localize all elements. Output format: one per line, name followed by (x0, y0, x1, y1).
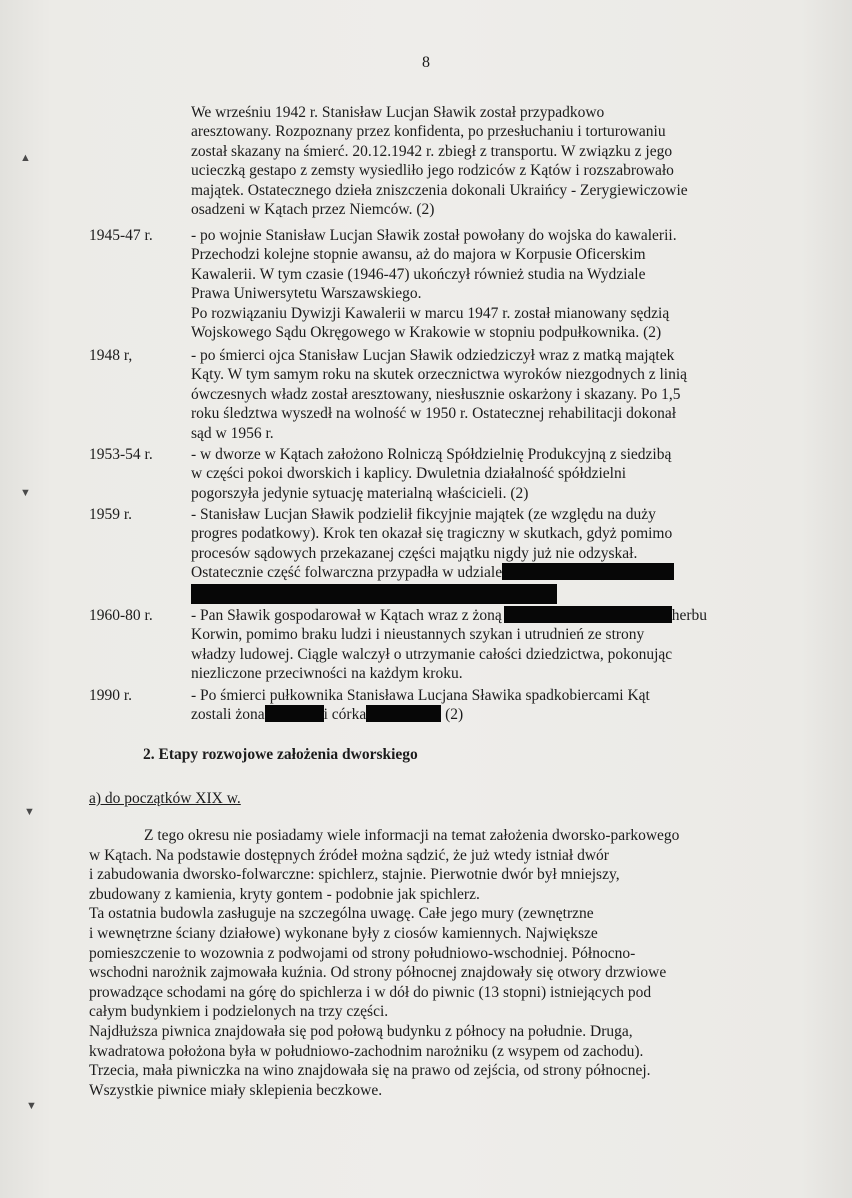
scan-mark: ▼ (20, 487, 31, 499)
section-heading: 2. Etapy rozwojowe założenia dworskiego (143, 746, 418, 763)
timeline-date: 1945-47 r. (89, 227, 153, 244)
text-line: całym budynkiem i podzielonych na trzy części. (89, 1003, 389, 1021)
text-line: pomieszczenie to wozownia z podwojami od strony południowo-wschodniej. Północno- (89, 944, 636, 962)
text-line: Wojskowego Sądu Okręgowego w Krakowie w stopniu podpułkownika. (2) (191, 324, 662, 342)
text-line: sąd w 1956 r. (191, 424, 274, 442)
redaction-bar (502, 563, 674, 580)
timeline-entry-text (191, 346, 751, 443)
redaction-bar (191, 584, 557, 604)
body-paragraph (89, 826, 759, 1100)
text-line: - po śmierci ojca Stanisław Lucjan Sławik odziedziczył wraz z matką majątek (191, 347, 675, 364)
timeline-date: 1960-80 r. (89, 607, 153, 624)
scan-mark: ▲ (20, 152, 31, 164)
redaction-bar (366, 705, 441, 722)
text-line: - po wojnie Stanisław Lucjan Sławik został powołany do wojska do kawalerii. (191, 227, 677, 244)
text-fragment: - Pan Sławik gospodarował w Kątach wraz z żoną (191, 607, 502, 624)
text-fragment: zostali żona (191, 706, 265, 724)
text-fragment: i córka (323, 706, 367, 724)
text-line: Korwin, pomimo braku ludzi i nieustannych szykan i utrudnień ze strony (191, 626, 645, 644)
text-line (191, 705, 751, 724)
text-line: wschodni narożnik zajmowała kuźnia. Od strony północnej znajdowały się otwory drzwiowe (89, 964, 667, 982)
timeline-date: 1948 r, (89, 347, 133, 364)
redaction-bar (504, 606, 672, 623)
timeline-date: 1959 r. (89, 506, 133, 523)
timeline-entry-text (191, 686, 751, 725)
text-line: prowadzące schodami na górę do spichlerza i w dół do piwnic (13 stopni) istniejących pod (89, 983, 652, 1001)
text-line: i wewnętrzne ściany działowe) wykonane były z ciosów kamiennych. Największe (89, 924, 598, 942)
text-line: Wszystkie piwnice miały sklepienia beczkowe. (89, 1081, 383, 1099)
text-fragment: herbu (671, 607, 708, 624)
text-fragment: Ostatecznie część folwarczna przypadła w udziale (191, 564, 503, 582)
text-line: Kąty. W tym samym roku na skutek orzecznictwa wyroków niezgodnych z linią (191, 366, 688, 384)
text-line: i zabudowania dworsko-folwarczne: spichlerz, stajnie. Pierwotnie dwór był mniejszy, (89, 866, 620, 884)
text-line: procesów sądowych przekazanej części majątku nigdy już nie odzyskał. (191, 544, 638, 562)
text-line: władzy ludowej. Ciągle walczył o utrzymanie całości dziedzictwa, pokonując (191, 645, 673, 663)
scan-mark: ▼ (26, 1100, 37, 1112)
text-line: We wrześniu 1942 r. Stanisław Lucjan Sławik został przypadkowo (191, 104, 605, 121)
text-line: ucieczką gestapo z zemsty wysiedliło jego rodziców z Kątów i rozszabrowało (191, 162, 674, 180)
timeline-entry-text (191, 606, 751, 684)
text-line: Przechodzi kolejne stopnie awansu, aż do majora w Korpusie Oficerskim (191, 246, 646, 264)
text-line: kwadratowa położona była w południowo-zachodnim narożniku (z wsypem od zachodu). (89, 1042, 644, 1060)
text-line: Ta ostatnia budowla zasługuje na szczególna uwagę. Całe jego mury (zewnętrzne (89, 905, 594, 923)
page-number: 8 (422, 54, 430, 71)
timeline-date: 1990 r. (89, 687, 133, 704)
timeline-date: 1953-54 r. (89, 446, 153, 463)
text-line: roku śledztwa wyszedł na wolność w 1950 r. Ostatecznej rehabilitacji dokonał (191, 405, 677, 423)
text-line: zbudowany z kamienia, kryty gontem - podobnie jak spichlerz. (89, 885, 480, 903)
timeline-entry-text (191, 103, 751, 219)
text-line: Trzecia, mała piwniczka na wino znajdowała się na prawo od zejścia, od strony północnej. (89, 1062, 651, 1080)
timeline-entry-text (191, 505, 751, 604)
text-line: Kawalerii. W tym czasie (1946-47) ukończył również studia na Wydziale (191, 265, 646, 283)
text-line: - w dworze w Kątach założono Rolniczą Spółdzielnię Produkcyjną z siedzibą (191, 446, 672, 463)
redaction-bar (265, 705, 324, 722)
text-line: Prawa Uniwersytetu Warszawskiego. (191, 285, 422, 303)
text-line: Najdłuższa piwnica znajdowała się pod połową budynku z północy na południe. Druga, (89, 1022, 633, 1040)
text-line: został skazany na śmierć. 20.12.1942 r. zbiegł z transportu. W związku z jego (191, 142, 673, 160)
text-fragment: (2) (445, 706, 464, 724)
timeline-entry-text (191, 445, 751, 503)
text-line: niezliczone przeciwności na każdym kroku. (191, 665, 463, 683)
text-line: aresztowany. Rozpoznany przez konfidenta, po przesłuchaniu i torturowaniu (191, 123, 666, 141)
text-line: - Po śmierci pułkownika Stanisława Lucjana Sławika spadkobiercami Kąt (191, 687, 650, 704)
timeline-entry-text (191, 226, 751, 342)
text-line: - Stanisław Lucjan Sławik podzielił fikcyjnie majątek (ze względu na duży (191, 506, 656, 523)
text-line: w Kątach. Na podstawie dostępnych źródeł można sądzić, że już wtedy istniał dwór (89, 846, 609, 864)
text-line: Z tego okresu nie posiadamy wiele informacji na temat założenia dworsko-parkowego (144, 827, 680, 844)
text-line: w części pokoi dworskich i kaplicy. Dwuletnia działalność spółdzielni (191, 465, 627, 483)
text-line (191, 606, 751, 625)
text-line: progres podatkowy). Krok ten okazał się tragiczny w skutkach, gdyż pomimo (191, 525, 673, 543)
subheading: a) do początków XIX w. (89, 790, 241, 807)
text-line: majątek. Ostatecznego dzieła zniszczenia dokonali Ukraińcy - Zerygiewiczowie (191, 181, 688, 199)
text-line (191, 563, 751, 582)
scan-mark: ▼ (24, 806, 35, 818)
text-line: Po rozwiązaniu Dywizji Kawalerii w marcu 1947 r. został mianowany sędzią (191, 304, 670, 322)
text-line: osadzeni w Kątach przez Niemców. (2) (191, 201, 435, 219)
text-line: ówczesnych władz został aresztowany, niesłusznie oskarżony i skazany. Po 1,5 (191, 385, 681, 403)
text-line: pogorszyła jedynie sytuację materialną właścicieli. (2) (191, 484, 529, 502)
